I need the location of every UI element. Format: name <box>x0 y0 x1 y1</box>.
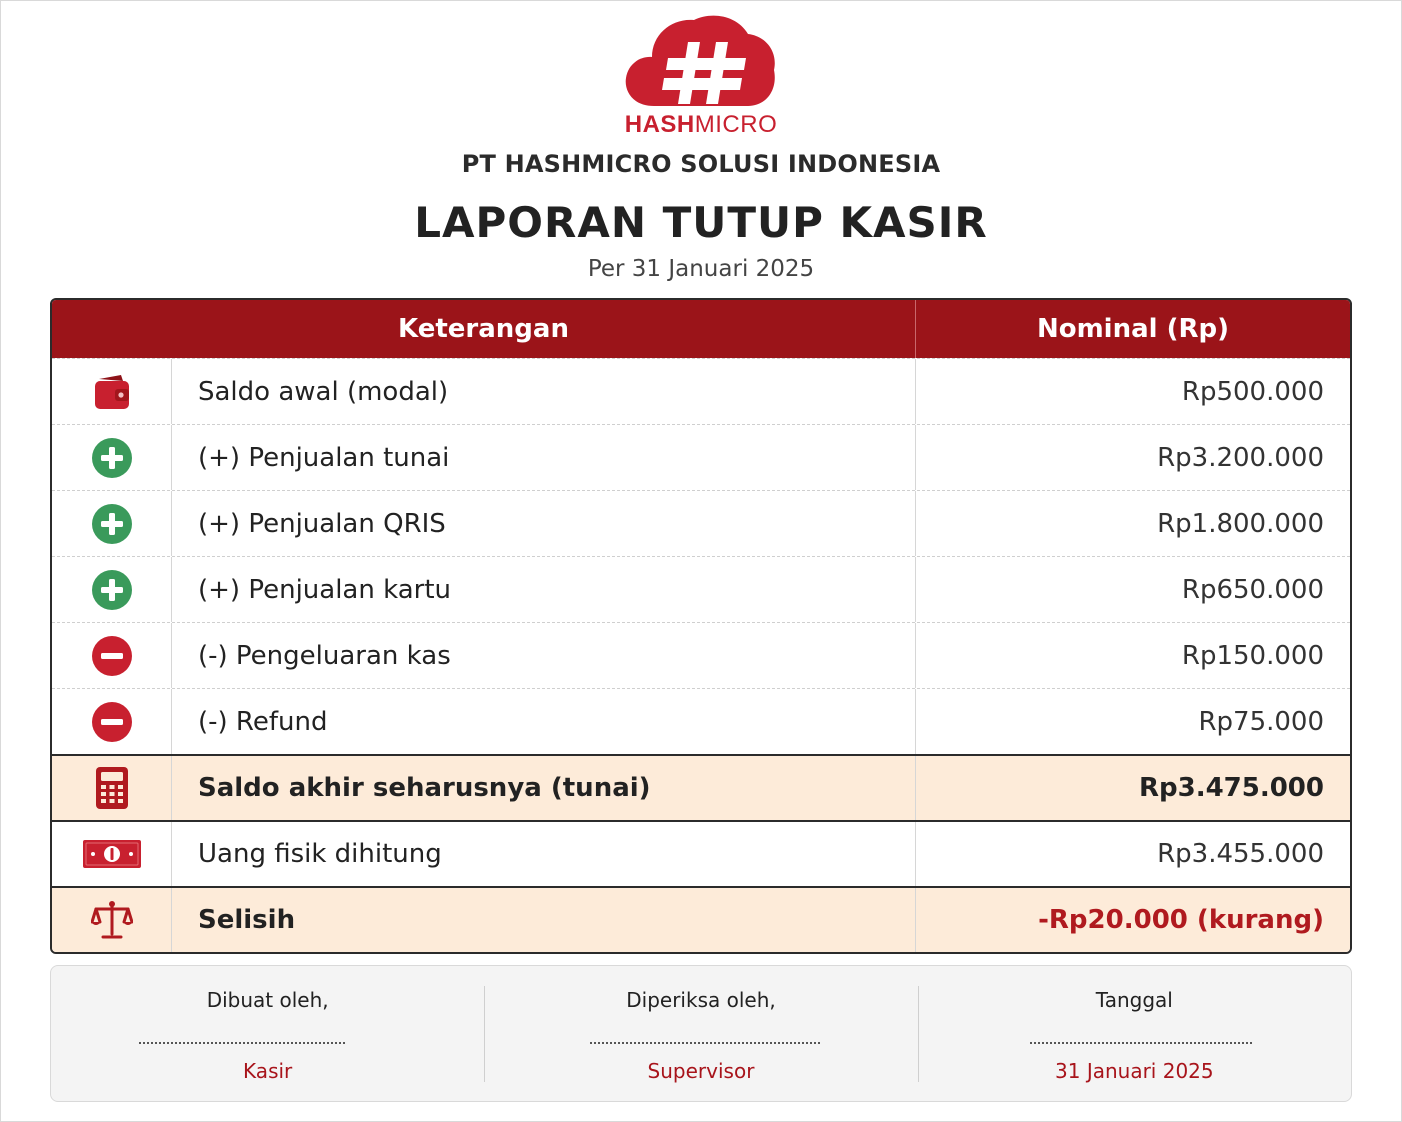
wallet-icon <box>93 373 131 411</box>
signature-line <box>139 1042 345 1044</box>
row-label: (-) Refund <box>172 689 916 754</box>
row-value: Rp1.800.000 <box>1157 508 1324 539</box>
scale-icon <box>91 900 133 940</box>
signature-checked-by <box>484 966 917 1101</box>
table-row <box>52 688 1350 754</box>
signature-label: Diperiksa oleh, <box>626 988 776 1012</box>
table-row <box>52 424 1350 490</box>
logo-text-light: MICRO <box>694 111 778 138</box>
table-header <box>52 300 1350 358</box>
table-row <box>52 556 1350 622</box>
hashmicro-cloud-icon <box>624 8 778 110</box>
report-date: Per 31 Januari 2025 <box>587 256 815 282</box>
row-label: (+) Penjualan kartu <box>172 557 916 622</box>
row-value: Rp3.200.000 <box>1157 442 1324 473</box>
signature-box <box>50 965 1352 1102</box>
company-name: PT HASHMICRO SOLUSI INDONESIA <box>461 150 941 178</box>
row-label: (+) Penjualan tunai <box>172 425 916 490</box>
row-value: Rp3.455.000 <box>1157 839 1324 869</box>
row-label: Selisih <box>172 888 916 952</box>
row-value: Rp500.000 <box>1181 376 1324 407</box>
row-value: Rp3.475.000 <box>1138 773 1324 803</box>
row-value: Rp75.000 <box>1198 706 1324 737</box>
row-value: Rp650.000 <box>1181 574 1324 605</box>
plus-circle-icon <box>92 570 132 610</box>
plus-circle-icon <box>92 504 132 544</box>
signature-name: Kasir <box>243 1059 293 1083</box>
signature-label: Dibuat oleh, <box>206 988 329 1012</box>
signature-name: Supervisor <box>647 1059 755 1083</box>
row-value: -Rp20.000 (kurang) <box>1038 905 1324 935</box>
signature-date <box>918 966 1351 1101</box>
calculator-icon <box>96 767 128 809</box>
report-title: LAPORAN TUTUP KASIR <box>414 198 988 247</box>
table-row-physical-cash <box>52 820 1350 886</box>
minus-circle-icon <box>92 702 132 742</box>
row-label: (-) Pengeluaran kas <box>172 623 916 688</box>
table-row <box>52 490 1350 556</box>
row-label: Uang fisik dihitung <box>172 822 916 886</box>
table-row-difference <box>52 886 1350 952</box>
row-label: Saldo awal (modal) <box>172 359 916 424</box>
column-header-keterangan: Keterangan <box>52 300 916 358</box>
minus-circle-icon <box>92 636 132 676</box>
table-row <box>52 622 1350 688</box>
signature-line <box>1030 1042 1252 1044</box>
signature-label: Tanggal <box>1095 988 1173 1012</box>
table-row-expected-balance <box>52 754 1350 820</box>
logo-wordmark <box>625 112 778 138</box>
logo <box>0 8 1402 138</box>
signature-created-by <box>51 966 484 1101</box>
report-table <box>50 298 1352 954</box>
row-label: Saldo akhir seharusnya (tunai) <box>172 756 916 820</box>
table-row <box>52 358 1350 424</box>
plus-circle-icon <box>92 438 132 478</box>
row-label: (+) Penjualan QRIS <box>172 491 916 556</box>
logo-text-bold: HASH <box>624 111 695 138</box>
banknote-icon <box>83 840 141 868</box>
signature-line <box>590 1042 820 1044</box>
column-header-nominal: Nominal (Rp) <box>1036 314 1230 344</box>
row-value: Rp150.000 <box>1181 640 1324 671</box>
signature-name: 31 Januari 2025 <box>1055 1059 1214 1083</box>
